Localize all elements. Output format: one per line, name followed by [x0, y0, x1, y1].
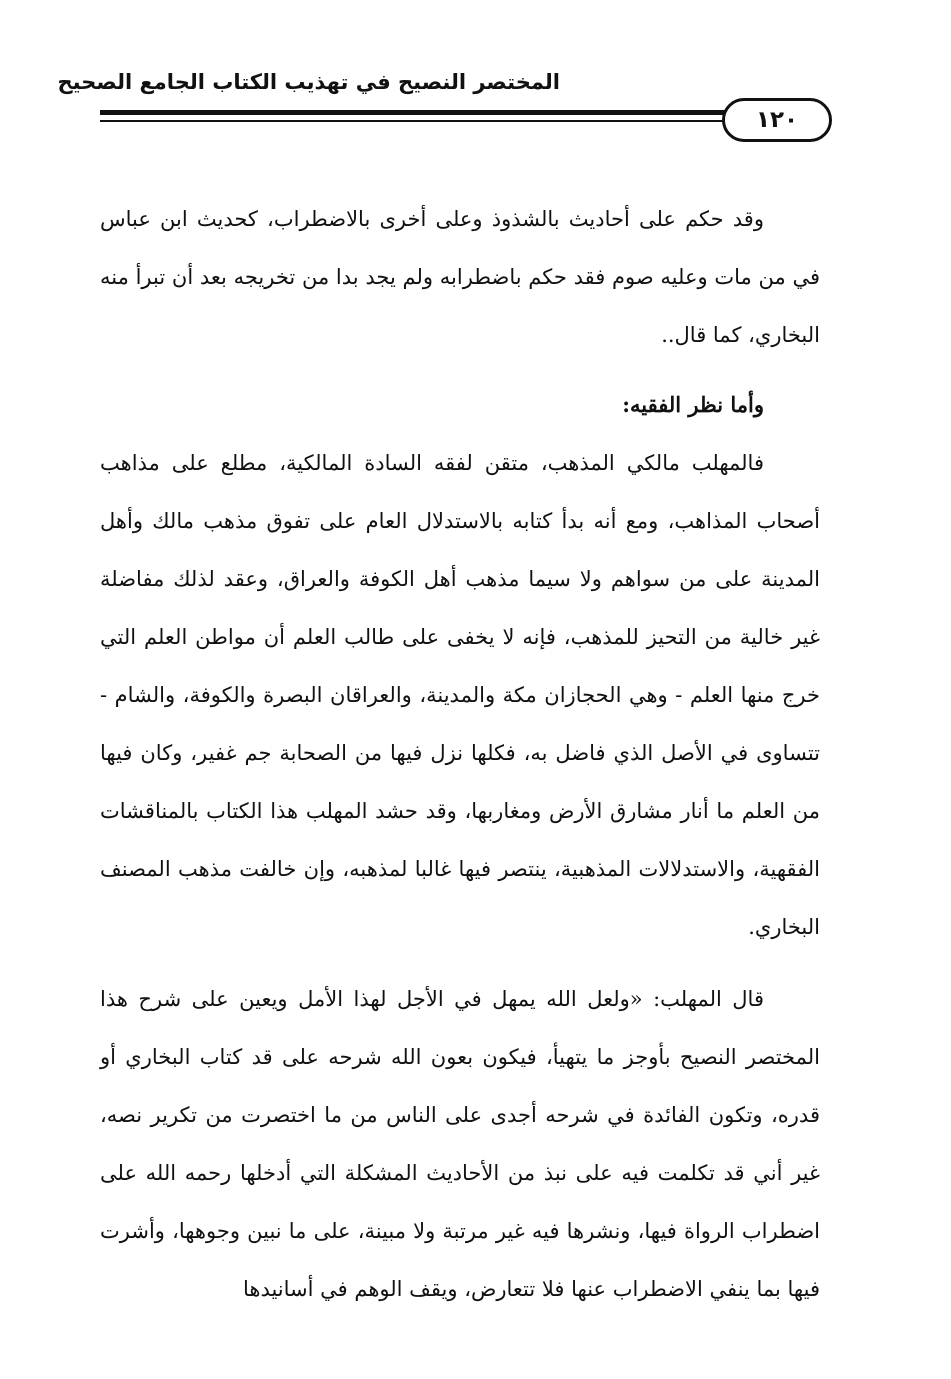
section-heading: وأما نظر الفقيه: — [622, 392, 764, 417]
header-rule-thin — [100, 120, 725, 122]
page-body — [100, 190, 820, 1318]
paragraph-3: قال المهلب: «ولعل الله يمهل في الأجل لهذا الأمل ويعين على شرح هذا المختصر النصيح بأوجز ما يتهيأ، فيكون بعون الله شرحه على قد كتاب البخاري أو قدره، وتكون الفائدة في شرحه أجدى على الناس من ما اختصرت من تكرير نصه، غير أني قد تكلمت فيه على نبذ من الأحاديث المشكلة التي أدخلها رحمه الله على اضطراب الرواة فيها، ونشرها فيه غير مرتبة ولا مبينة، على ما نبين وجوهها، وأشرت فيها بما ينفي الاضطراب عنها فلا تتعارض، ويقف الوهم في أسانيدها — [100, 987, 820, 1301]
header-rule-thick — [100, 110, 725, 115]
page-number: ١٢٠ — [722, 98, 832, 142]
running-header-title: المختصر النصيح في تهذيب الكتاب الجامع الصحيح — [57, 70, 560, 94]
paragraph-2: فالمهلب مالكي المذهب، متقن لفقه السادة المالكية، مطلع على مذاهب أصحاب المذاهب، ومع أنه بدأ كتابه بالاستدلال العام على تفوق مذهب مالك وأهل المدينة على من سواهم ولا سيما مذهب أهل الكوفة والعراق، وعقد لذلك مفاضلة غير خالية من التحيز للمذهب، فإنه لا يخفى على طالب العلم أن مواطن العلم التي خرج منها العلم - وهي الحجازان مكة والمدينة، والعراقان البصرة والكوفة، والشام - تتساوى في الأصل الذي فاضل به، فكلها نزل فيها من الصحابة جم غفير، وكان فيها من العلم ما أنار مشارق الأرض ومغاربها، وقد حشد المهلب هذا الكتاب بالمناقشات الفقهية، والاستدلالات المذهبية، ينتصر فيها غالبا لمذهبه، وإن خالفت مذهب المصنف البخاري. — [100, 451, 820, 939]
paragraph-1: وقد حكم على أحاديث بالشذوذ وعلى أخرى بالاضطراب، كحديث ابن عباس في من مات وعليه صوم فقد حكم باضطرابه ولم يجد بدا من تخريجه بعد أن تبرأ منه البخاري، كما قال.. — [100, 207, 820, 347]
